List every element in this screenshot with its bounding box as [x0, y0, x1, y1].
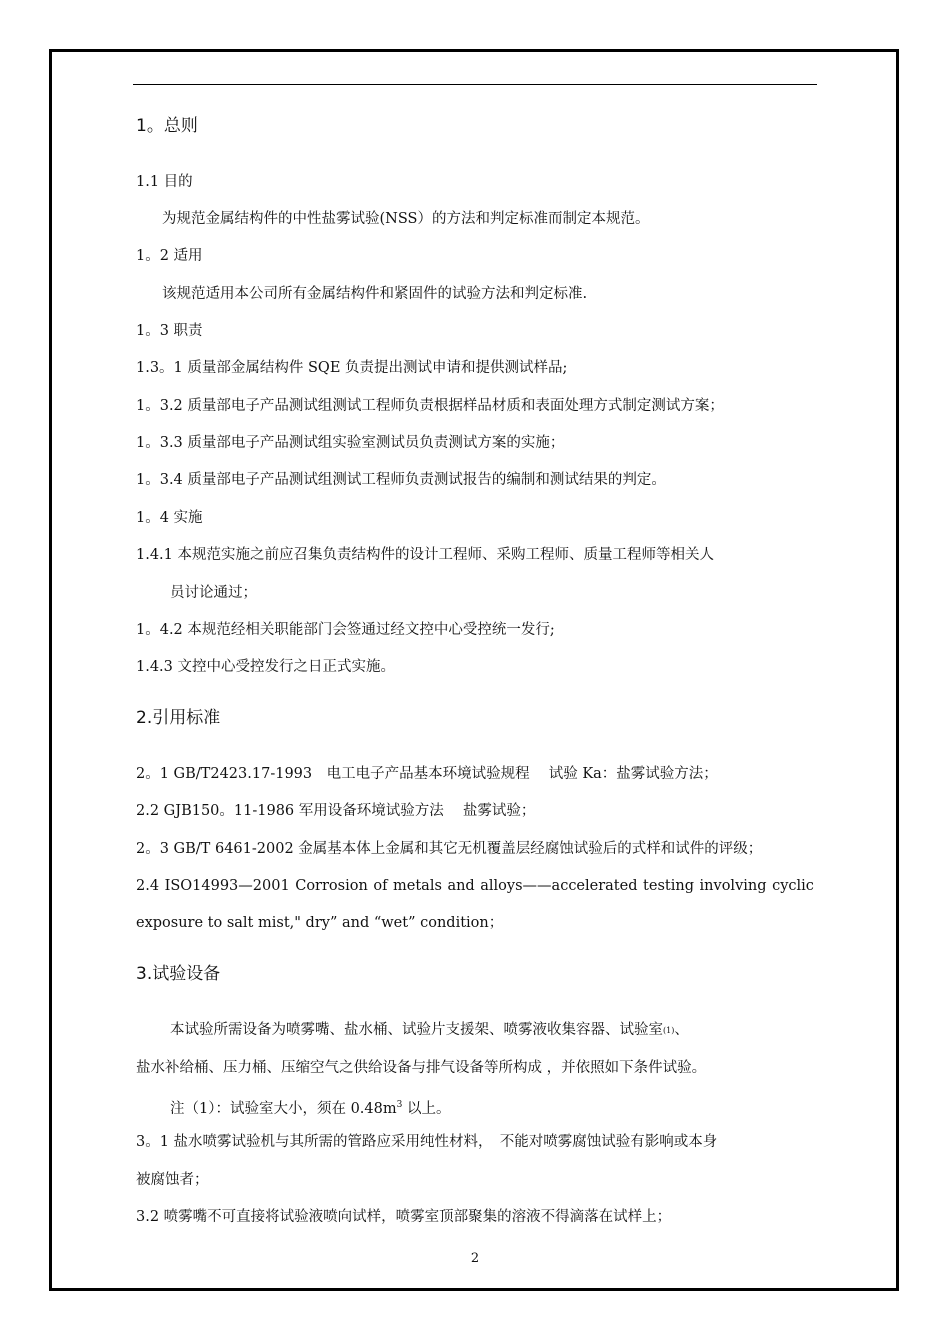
- para-text: 本试验所需设备为喷雾嘴、盐水桶、试验片支援架、喷雾液收集容器、试验室: [170, 1022, 663, 1038]
- section-3-para-line1: [170, 1020, 689, 1042]
- section-1-1-heading: 1.1 目的: [136, 174, 193, 190]
- clause-1-4-1-line1: 1.4.1 本规范实施之前应召集负责结构件的设计工程师、采购工程师、质量工程师等相关人: [136, 547, 714, 563]
- section-3-para-line2: 盐水补给桶、压力桶、压缩空气之供给设备与排气设备等所构成 ，并依照如下条件试验。: [136, 1060, 707, 1076]
- section-1-heading: 1。总则: [136, 116, 198, 136]
- ref-word: alloys——accelerated: [480, 878, 638, 894]
- clause-1-3-2: 1。3.2 质量部电子产品测试组测试工程师负责根据样品材质和表面处理方式制定测试方案；: [136, 398, 724, 414]
- section-1-1-text: 为规范金属结构件的中性盐雾试验(NSS）的方法和判定标准而制定本规范。: [162, 211, 650, 227]
- ref-word: testing: [643, 878, 694, 894]
- ref-word: of: [373, 878, 388, 894]
- section-1-4-heading: 1。4 实施: [136, 510, 203, 526]
- para-text-end: 、: [674, 1022, 689, 1038]
- ref-word: 2.4: [136, 878, 160, 894]
- clause-1-3-1: 1.3。1 质量部金属结构件 SQE 负责提出测试申请和提供测试样品;: [136, 360, 568, 376]
- footnote-marker: (1): [663, 1026, 675, 1035]
- page-number: 2: [470, 1251, 480, 1266]
- clause-3-1-line2: 被腐蚀者；: [136, 1172, 209, 1188]
- clause-1-3-3: 1。3.3 质量部电子产品测试组实验室测试员负责测试方案的实施；: [136, 435, 565, 451]
- section-1-3-heading: 1。3 职责: [136, 323, 203, 339]
- section-1-2-heading: 1。2 适用: [136, 248, 203, 264]
- clause-3-1-line1: 3。1 盐水喷雾试验机与其所需的管路应采用纯性材料， 不能对喷雾腐蚀试验有影响或本身: [136, 1134, 718, 1150]
- ref-word: Corrosion: [295, 878, 368, 894]
- header-rule: [133, 84, 817, 85]
- section-3-note: [170, 1095, 450, 1119]
- clause-1-4-1-line2: 员讨论通过；: [170, 585, 257, 601]
- ref-word: metals: [393, 878, 442, 894]
- section-1-2-text: 该规范适用本公司所有金属结构件和紧固件的试验方法和判定标准.: [162, 286, 588, 302]
- clause-1-4-2: 1。4.2 本规范经相关职能部门会签通过经文控中心受控统一发行;: [136, 622, 555, 638]
- ref-word: cyclic: [772, 878, 814, 894]
- ref-word: ISO14993—2001: [164, 878, 290, 894]
- section-3-heading: 3.试验设备: [136, 964, 221, 984]
- section-2-heading: 2.引用标准: [136, 708, 221, 728]
- reference-2-4-line1: [136, 876, 814, 896]
- note-superscript: 3: [396, 1100, 403, 1110]
- reference-2-2: 2.2 GJB150。11-1986 军用设备环境试验方法 盐雾试验；: [136, 803, 536, 819]
- clause-1-4-3: 1.4.3 文控中心受控发行之日正式实施。: [136, 659, 396, 675]
- note-text-end: 以上。: [402, 1100, 451, 1117]
- ref-word: involving: [699, 878, 767, 894]
- reference-2-4-line2: exposure to salt mist," dry” and “wet” condition；: [136, 915, 504, 931]
- clause-1-3-4: 1。3.4 质量部电子产品测试组测试工程师负责测试报告的编制和测试结果的判定。: [136, 472, 666, 488]
- reference-2-3: 2。3 GB/T 6461-2002 金属基本体上金属和其它无机覆盖层经腐蚀试验后的式样和试件的评级；: [136, 841, 763, 857]
- clause-3-2: 3.2 喷雾嘴不可直接将试验液喷向试样，喷雾室顶部聚集的溶液不得滴落在试样上；: [136, 1209, 672, 1225]
- note-text: 注（1）：试验室大小，须在 0.48m: [170, 1100, 397, 1117]
- reference-2-1: 2。1 GB/T2423.17-1993 电工电子产品基本环境试验规程 试验 Ka：盐雾试验方法；: [136, 766, 718, 782]
- ref-word: and: [447, 878, 475, 894]
